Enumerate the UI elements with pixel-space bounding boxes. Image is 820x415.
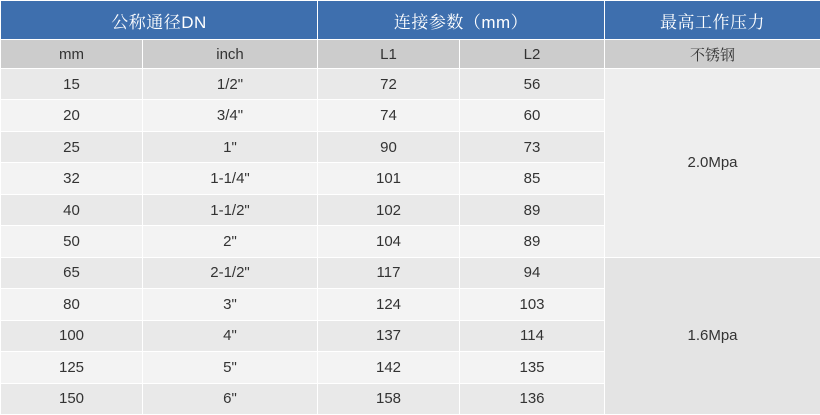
- group-header-max-pressure: 最高工作压力: [605, 1, 820, 40]
- cell-dn-mm: 80: [1, 289, 143, 320]
- cell-l1: 101: [318, 163, 460, 194]
- cell-dn-mm: 150: [1, 383, 143, 414]
- sub-header-mm: mm: [1, 40, 143, 69]
- cell-dn-inch: 1-1/4": [143, 163, 318, 194]
- group-header-connection-params: 连接参数（mm）: [318, 1, 605, 40]
- cell-dn-inch: 2": [143, 226, 318, 257]
- cell-dn-inch: 3/4": [143, 100, 318, 131]
- cell-dn-mm: 100: [1, 320, 143, 351]
- cell-l1: 124: [318, 289, 460, 320]
- cell-dn-inch: 2-1/2": [143, 257, 318, 288]
- sub-header-l2: L2: [460, 40, 605, 69]
- cell-l2: 94: [460, 257, 605, 288]
- cell-dn-mm: 15: [1, 69, 143, 100]
- cell-dn-inch: 3": [143, 289, 318, 320]
- cell-dn-mm: 65: [1, 257, 143, 288]
- cell-l2: 89: [460, 194, 605, 225]
- cell-l1: 117: [318, 257, 460, 288]
- cell-dn-mm: 25: [1, 131, 143, 162]
- cell-l1: 90: [318, 131, 460, 162]
- cell-l1: 142: [318, 352, 460, 383]
- table-sub-header-row: [1, 40, 820, 69]
- table-row: [1, 69, 820, 100]
- cell-l2: 114: [460, 320, 605, 351]
- cell-dn-inch: 4": [143, 320, 318, 351]
- cell-l2: 60: [460, 100, 605, 131]
- cell-l2: 103: [460, 289, 605, 320]
- sub-header-inch: inch: [143, 40, 318, 69]
- cell-l2: 136: [460, 383, 605, 414]
- cell-pressure-group-2: 1.6Mpa: [605, 257, 820, 414]
- cell-l2: 56: [460, 69, 605, 100]
- cell-dn-inch: 5": [143, 352, 318, 383]
- cell-l2: 85: [460, 163, 605, 194]
- table-row: [1, 257, 820, 288]
- sub-header-stainless-steel: 不锈钢: [605, 40, 820, 69]
- cell-l2: 73: [460, 131, 605, 162]
- cell-dn-mm: 40: [1, 194, 143, 225]
- cell-l1: 102: [318, 194, 460, 225]
- cell-pressure-group-1: 2.0Mpa: [605, 69, 820, 258]
- cell-dn-inch: 1-1/2": [143, 194, 318, 225]
- cell-dn-inch: 1": [143, 131, 318, 162]
- table-group-header-row: [1, 1, 820, 40]
- cell-l1: 137: [318, 320, 460, 351]
- cell-l1: 74: [318, 100, 460, 131]
- cell-dn-inch: 1/2": [143, 69, 318, 100]
- cell-dn-mm: 50: [1, 226, 143, 257]
- cell-l1: 72: [318, 69, 460, 100]
- cell-l2: 135: [460, 352, 605, 383]
- cell-dn-mm: 20: [1, 100, 143, 131]
- cell-dn-mm: 32: [1, 163, 143, 194]
- cell-l1: 158: [318, 383, 460, 414]
- cell-dn-inch: 6": [143, 383, 318, 414]
- cell-dn-mm: 125: [1, 352, 143, 383]
- cell-l1: 104: [318, 226, 460, 257]
- group-header-nominal-diameter: 公称通径DN: [1, 1, 318, 40]
- sub-header-l1: L1: [318, 40, 460, 69]
- cell-l2: 89: [460, 226, 605, 257]
